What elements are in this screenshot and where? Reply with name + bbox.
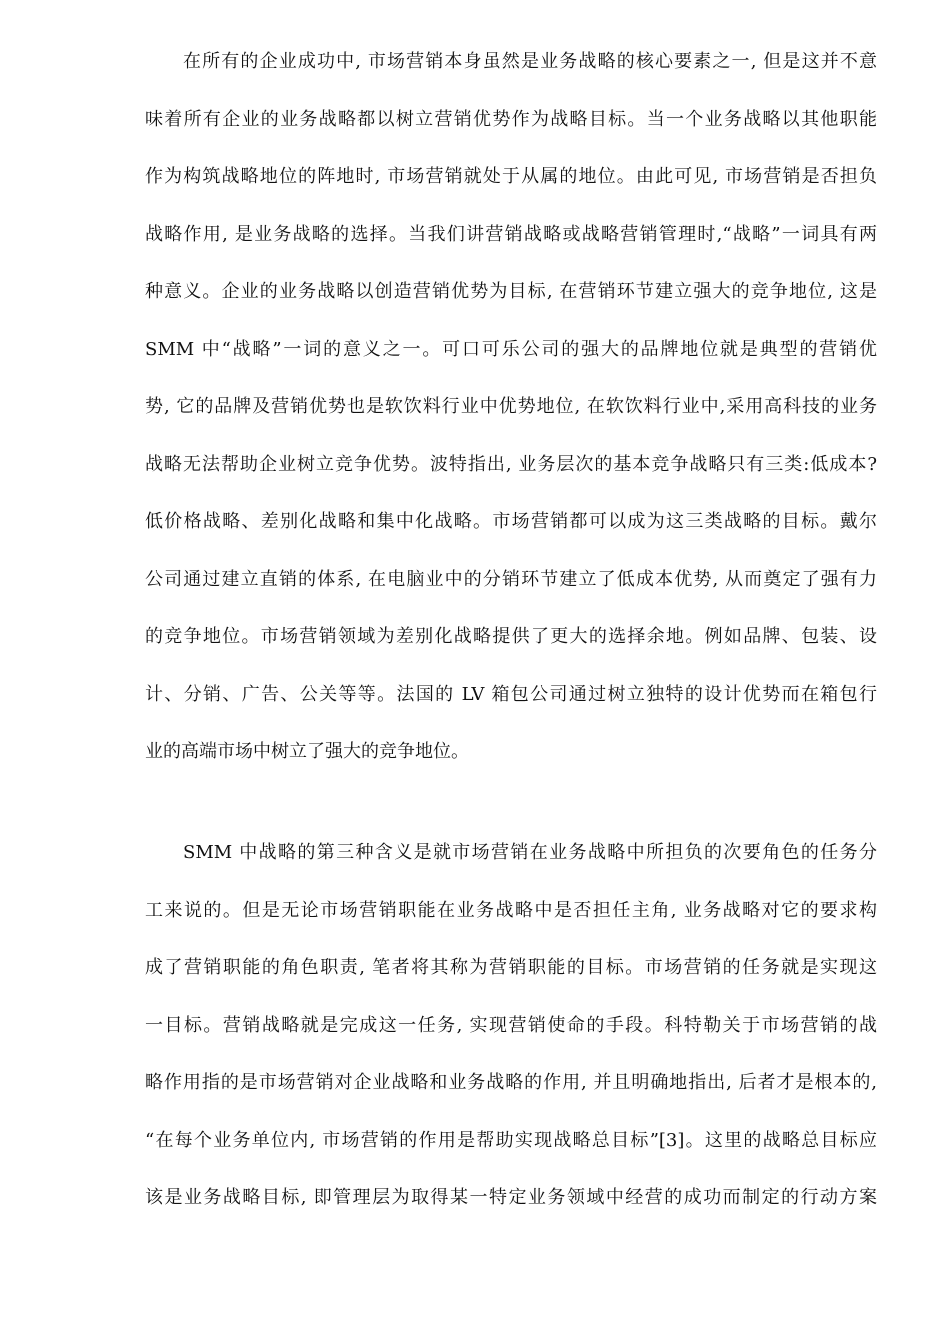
paragraph-1-line-1: 在所有的企业成功中, 市场营销本身虽然是业务战略的核心要素之一, 但是这并不意 (183, 51, 877, 72)
paragraph-2-line-7: 该是业务战略目标, 即管理层为取得某一特定业务领域中经营的成功而制定的行动方案 (145, 1187, 877, 1208)
paragraph-2-line-4: 一目标。营销战略就是完成这一任务, 实现营销使命的手段。科特勒关于市场营销的战 (145, 1015, 877, 1036)
paragraph-2-line-1: SMM 中战略的第三种含义是就市场营销在业务战略中所担负的次要角色的任务分 (183, 842, 877, 863)
paragraph-1-line-5: 种意义。企业的业务战略以创造营销优势为目标, 在营销环节建立强大的竞争地位, 这是 (145, 281, 877, 302)
paragraph-2-line-5: 略作用指的是市场营销对企业战略和业务战略的作用, 并且明确地指出, 后者才是根本的, (145, 1072, 877, 1093)
paragraph-1-line-2: 味着所有企业的业务战略都以树立营销优势作为战略目标。当一个业务战略以其他职能 (145, 109, 877, 130)
paragraph-2-line-6: “在每个业务单位内, 市场营销的作用是帮助实现战略总目标”[3]。这里的战略总目标应 (145, 1130, 877, 1151)
paragraph-1-line-4: 战略作用, 是业务战略的选择。当我们讲营销战略或战略营销管理时,“战略”一词具有两 (145, 224, 877, 245)
paragraph-1-line-12: 计、分销、广告、公关等等。法国的 LV 箱包公司通过树立独特的设计优势而在箱包行 (145, 684, 877, 705)
paragraph-1-line-3: 作为构筑战略地位的阵地时, 市场营销就处于从属的地位。由此可见, 市场营销是否担负 (145, 166, 877, 187)
paragraph-1-line-10: 公司通过建立直销的体系, 在电脑业中的分销环节建立了低成本优势, 从而奠定了强有力 (145, 569, 877, 590)
paragraph-2-line-2: 工来说的。但是无论市场营销职能在业务战略中是否担任主角, 业务战略对它的要求构 (145, 900, 877, 921)
paragraph-1-line-7: 势, 它的品牌及营销优势也是软饮料行业中优势地位, 在软饮料行业中,采用高科技的业务 (145, 396, 877, 417)
paragraph-1-line-8: 战略无法帮助企业树立竞争优势。波特指出, 业务层次的基本竞争战略只有三类:低成本? (145, 454, 877, 475)
paragraph-1-line-6: SMM 中“战略”一词的意义之一。可口可乐公司的强大的品牌地位就是典型的营销优 (145, 339, 877, 360)
paragraph-1-line-11: 的竞争地位。市场营销领域为差别化战略提供了更大的选择余地。例如品牌、包装、设 (145, 626, 877, 647)
paragraph-2-line-3: 成了营销职能的角色职责, 笔者将其称为营销职能的目标。市场营销的任务就是实现这 (145, 957, 877, 978)
paragraph-1-line-13: 业的高端市场中树立了强大的竞争地位。 (145, 741, 469, 762)
paragraph-1-line-9: 低价格战略、差别化战略和集中化战略。市场营销都可以成为这三类战略的目标。戴尔 (145, 511, 877, 532)
